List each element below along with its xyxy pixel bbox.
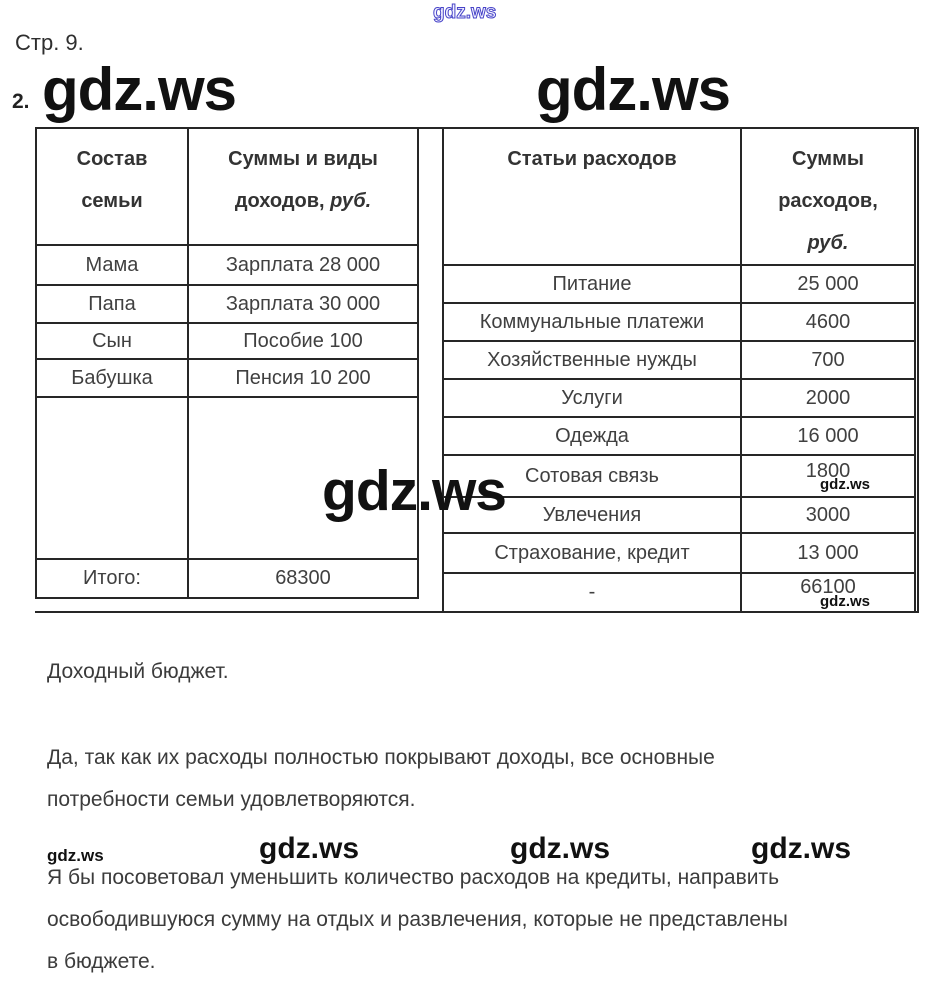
income-cell: Пенсия 10 200 — [188, 359, 418, 397]
header-line: Суммы и виды — [228, 148, 378, 170]
expense-item-cell: Увлечения — [443, 497, 741, 533]
watermark-gdzws-large: gdz.ws — [536, 56, 731, 123]
header-line — [193, 180, 413, 222]
income-col2-header — [188, 128, 418, 245]
task-number: 2. — [12, 90, 30, 113]
header-line: Состав — [76, 148, 148, 170]
member-cell — [36, 397, 188, 559]
table-outer-right-line — [917, 127, 919, 613]
header-line: семьи — [81, 190, 143, 212]
header-line: расходов, — [778, 190, 878, 212]
table-row — [443, 379, 915, 417]
answer-paragraph-1: Доходный бюджет. — [47, 660, 229, 683]
expense-item-cell: Хозяйственные нужды — [443, 341, 741, 379]
total-value-cell: 68300 — [188, 559, 418, 598]
expense-header-row — [443, 128, 915, 265]
watermark-gdzws-middle: gdz.ws — [322, 459, 507, 523]
watermark-gdzws-medium: gdz.ws — [259, 832, 360, 865]
page-label: Стр. 9. — [15, 30, 84, 55]
expense-amount-cell: 25 000 — [741, 265, 915, 303]
expense-item-cell: Коммунальные платежи — [443, 303, 741, 341]
table-row — [36, 323, 418, 359]
expense-table — [442, 127, 916, 613]
expense-item-cell: Услуги — [443, 379, 741, 417]
expense-item-cell: Одежда — [443, 417, 741, 455]
watermark-gdzws-small: gdz.ws — [47, 846, 104, 865]
income-cell: Зарплата 30 000 — [188, 285, 418, 323]
member-cell: Сын — [36, 323, 188, 359]
watermark-gdzws-outline: gdz.ws — [433, 2, 497, 23]
table-row — [443, 533, 915, 573]
income-cell: Пособие 100 — [188, 323, 418, 359]
table-row — [443, 341, 915, 379]
income-total-row — [36, 559, 418, 598]
income-table — [35, 127, 419, 599]
expense-col1-header: Статьи расходов — [443, 128, 741, 265]
answer-paragraph-3: Я бы посоветовал уменьшить количество расходов на кредиты, направить освободившуюся сумму на отдых и развлечения, которые не представлены в бюджете. — [47, 866, 788, 973]
table-row — [36, 359, 418, 397]
watermark-gdzws-medium: gdz.ws — [751, 832, 852, 865]
watermark-gdzws-medium: gdz.ws — [510, 832, 611, 865]
expense-item-cell: Питание — [443, 265, 741, 303]
member-cell: Бабушка — [36, 359, 188, 397]
expense-item-cell: Сотовая связь — [443, 455, 741, 497]
expense-item-cell: Страхование, кредит — [443, 533, 741, 573]
expense-amount-cell: 700 — [741, 341, 915, 379]
expense-amount-cell: 16 000 — [741, 417, 915, 455]
table-row — [36, 285, 418, 323]
table-row — [443, 417, 915, 455]
income-col1-header — [36, 128, 188, 245]
table-row — [36, 245, 418, 285]
watermark-gdzws-tiny: gdz.ws — [820, 593, 871, 610]
header-unit-italic: руб. — [807, 232, 849, 254]
table-row — [443, 265, 915, 303]
expense-amount-cell: 13 000 — [741, 533, 915, 573]
income-header-row — [36, 128, 418, 245]
expense-amount-cell: 3000 — [741, 497, 915, 533]
member-cell: Мама — [36, 245, 188, 285]
member-cell: Папа — [36, 285, 188, 323]
header-unit-italic: руб. — [330, 190, 372, 212]
total-label-cell: Итого: — [36, 559, 188, 598]
watermark-gdzws-large: gdz.ws — [42, 56, 237, 123]
table-row — [443, 497, 915, 533]
answer-paragraph-2: Да, так как их расходы полностью покрывают доходы, все основные потребности семьи удовлетворяются. — [47, 746, 715, 811]
total-value-cell: 66100 — [741, 573, 915, 612]
income-cell: Зарплата 28 000 — [188, 245, 418, 285]
expense-col2-header — [741, 128, 915, 265]
table-row — [443, 303, 915, 341]
header-line — [746, 222, 910, 264]
total-label-cell: - — [443, 573, 741, 612]
expense-amount-cell: 4600 — [741, 303, 915, 341]
header-text: доходов, — [234, 190, 331, 212]
watermark-gdzws-tiny: gdz.ws — [820, 476, 871, 493]
header-line: Суммы — [792, 148, 864, 170]
expense-amount-cell: 2000 — [741, 379, 915, 417]
expense-amount-cell: 1800 — [741, 455, 915, 497]
